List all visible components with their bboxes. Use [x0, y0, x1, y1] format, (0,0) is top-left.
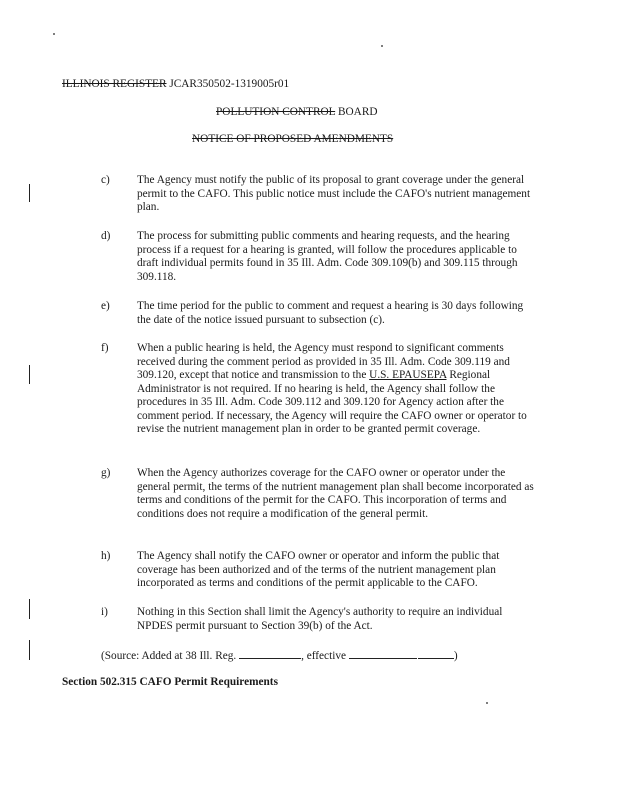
revision-bar [29, 365, 30, 384]
register-code: JCAR350502-1319005r01 [169, 78, 290, 90]
subsection-label: i) [101, 606, 108, 618]
board-struck-text: POLLUTION CONTROL [216, 106, 336, 118]
board-word: BOARD [337, 106, 378, 118]
subsection-label: d) [101, 230, 111, 242]
blank-line [349, 648, 417, 659]
subsection-text: The Agency shall notify the CAFO owner or operator and inform the public that coverage has been authorized and of the terms of the nutrient management plan incorporated as terms and conditions of the permit applicable to the CAFO. [137, 550, 500, 589]
source-middle: , effective [301, 650, 347, 662]
subsection-text [137, 342, 537, 437]
subsection-text: The Agency must notify the public of its proposal to grant coverage under the general permit to the CAFO. This public notice must include the CAFO's nutrient management plan. [137, 174, 531, 213]
blank-line [418, 648, 454, 659]
subsection-label: g) [101, 467, 111, 479]
source-note [101, 648, 458, 663]
blank-line [239, 648, 301, 659]
revision-bar [29, 640, 30, 660]
scan-speck [381, 45, 383, 47]
subsection-label: e) [101, 300, 110, 312]
notice-struck-text: NOTICE OF PROPOSED AMENDMENTS [192, 133, 394, 145]
text-part: When a public hearing is held, the Agency must respond to significant comments received during the comment period as provided in 35 Ill. Adm. Code 309.119 and 309.120, except that notice and transmission to the [137, 342, 510, 381]
board-header [216, 106, 378, 119]
text-part: Regional Administrator is not required. If no hearing is held, the Agency shall follow the procedures in 35 Ill. Adm. Code 309.112 and 309.120 for Agency action after the comment period. If necessary, the Agency will require the CAFO owner or operator to revise the nutrient management plan in order to be granted permit coverage. [137, 369, 527, 435]
subsection-text: When the Agency authorizes coverage for the CAFO owner or operator under the general permit, the terms of the nutrient management plan shall become incorporated as terms and conditions of the permit for the CAFO. This incorporation of terms and conditions does not require a modification of the general permit. [137, 467, 534, 520]
subsection-text: The time period for the public to comment and request a hearing is 30 days following the date of the notice issued pursuant to subsection (c). [137, 300, 524, 326]
scan-speck [486, 702, 488, 704]
register-struck-text: ILLINOIS REGISTER [62, 78, 167, 90]
subsection-label: f) [101, 342, 109, 354]
revision-bar [29, 599, 30, 619]
notice-header [192, 133, 393, 146]
subsection-text: The process for submitting public comments and hearing requests, and the hearing process if a request for a hearing is granted, will follow the procedures applicable to draft individual permits found in 35 Ill. Adm. Code 309.109(b) and 309.115 through 309.118. [137, 230, 518, 283]
source-prefix: (Source: Added at 38 Ill. Reg. [101, 650, 237, 662]
subsection-label: h) [101, 550, 111, 562]
subsection-text: Nothing in this Section shall limit the Agency's authority to require an individual NPDES permit pursuant to Section 39(b) of the Act. [137, 606, 503, 632]
source-suffix: ) [453, 650, 458, 662]
underlined-insert: U.S. EPAUSEPA [369, 369, 447, 381]
scan-speck [53, 33, 55, 35]
section-heading: Section 502.315 CAFO Permit Requirements [62, 676, 278, 688]
revision-bar [29, 184, 30, 202]
register-header [62, 78, 289, 91]
subsection-label: c) [101, 174, 110, 186]
